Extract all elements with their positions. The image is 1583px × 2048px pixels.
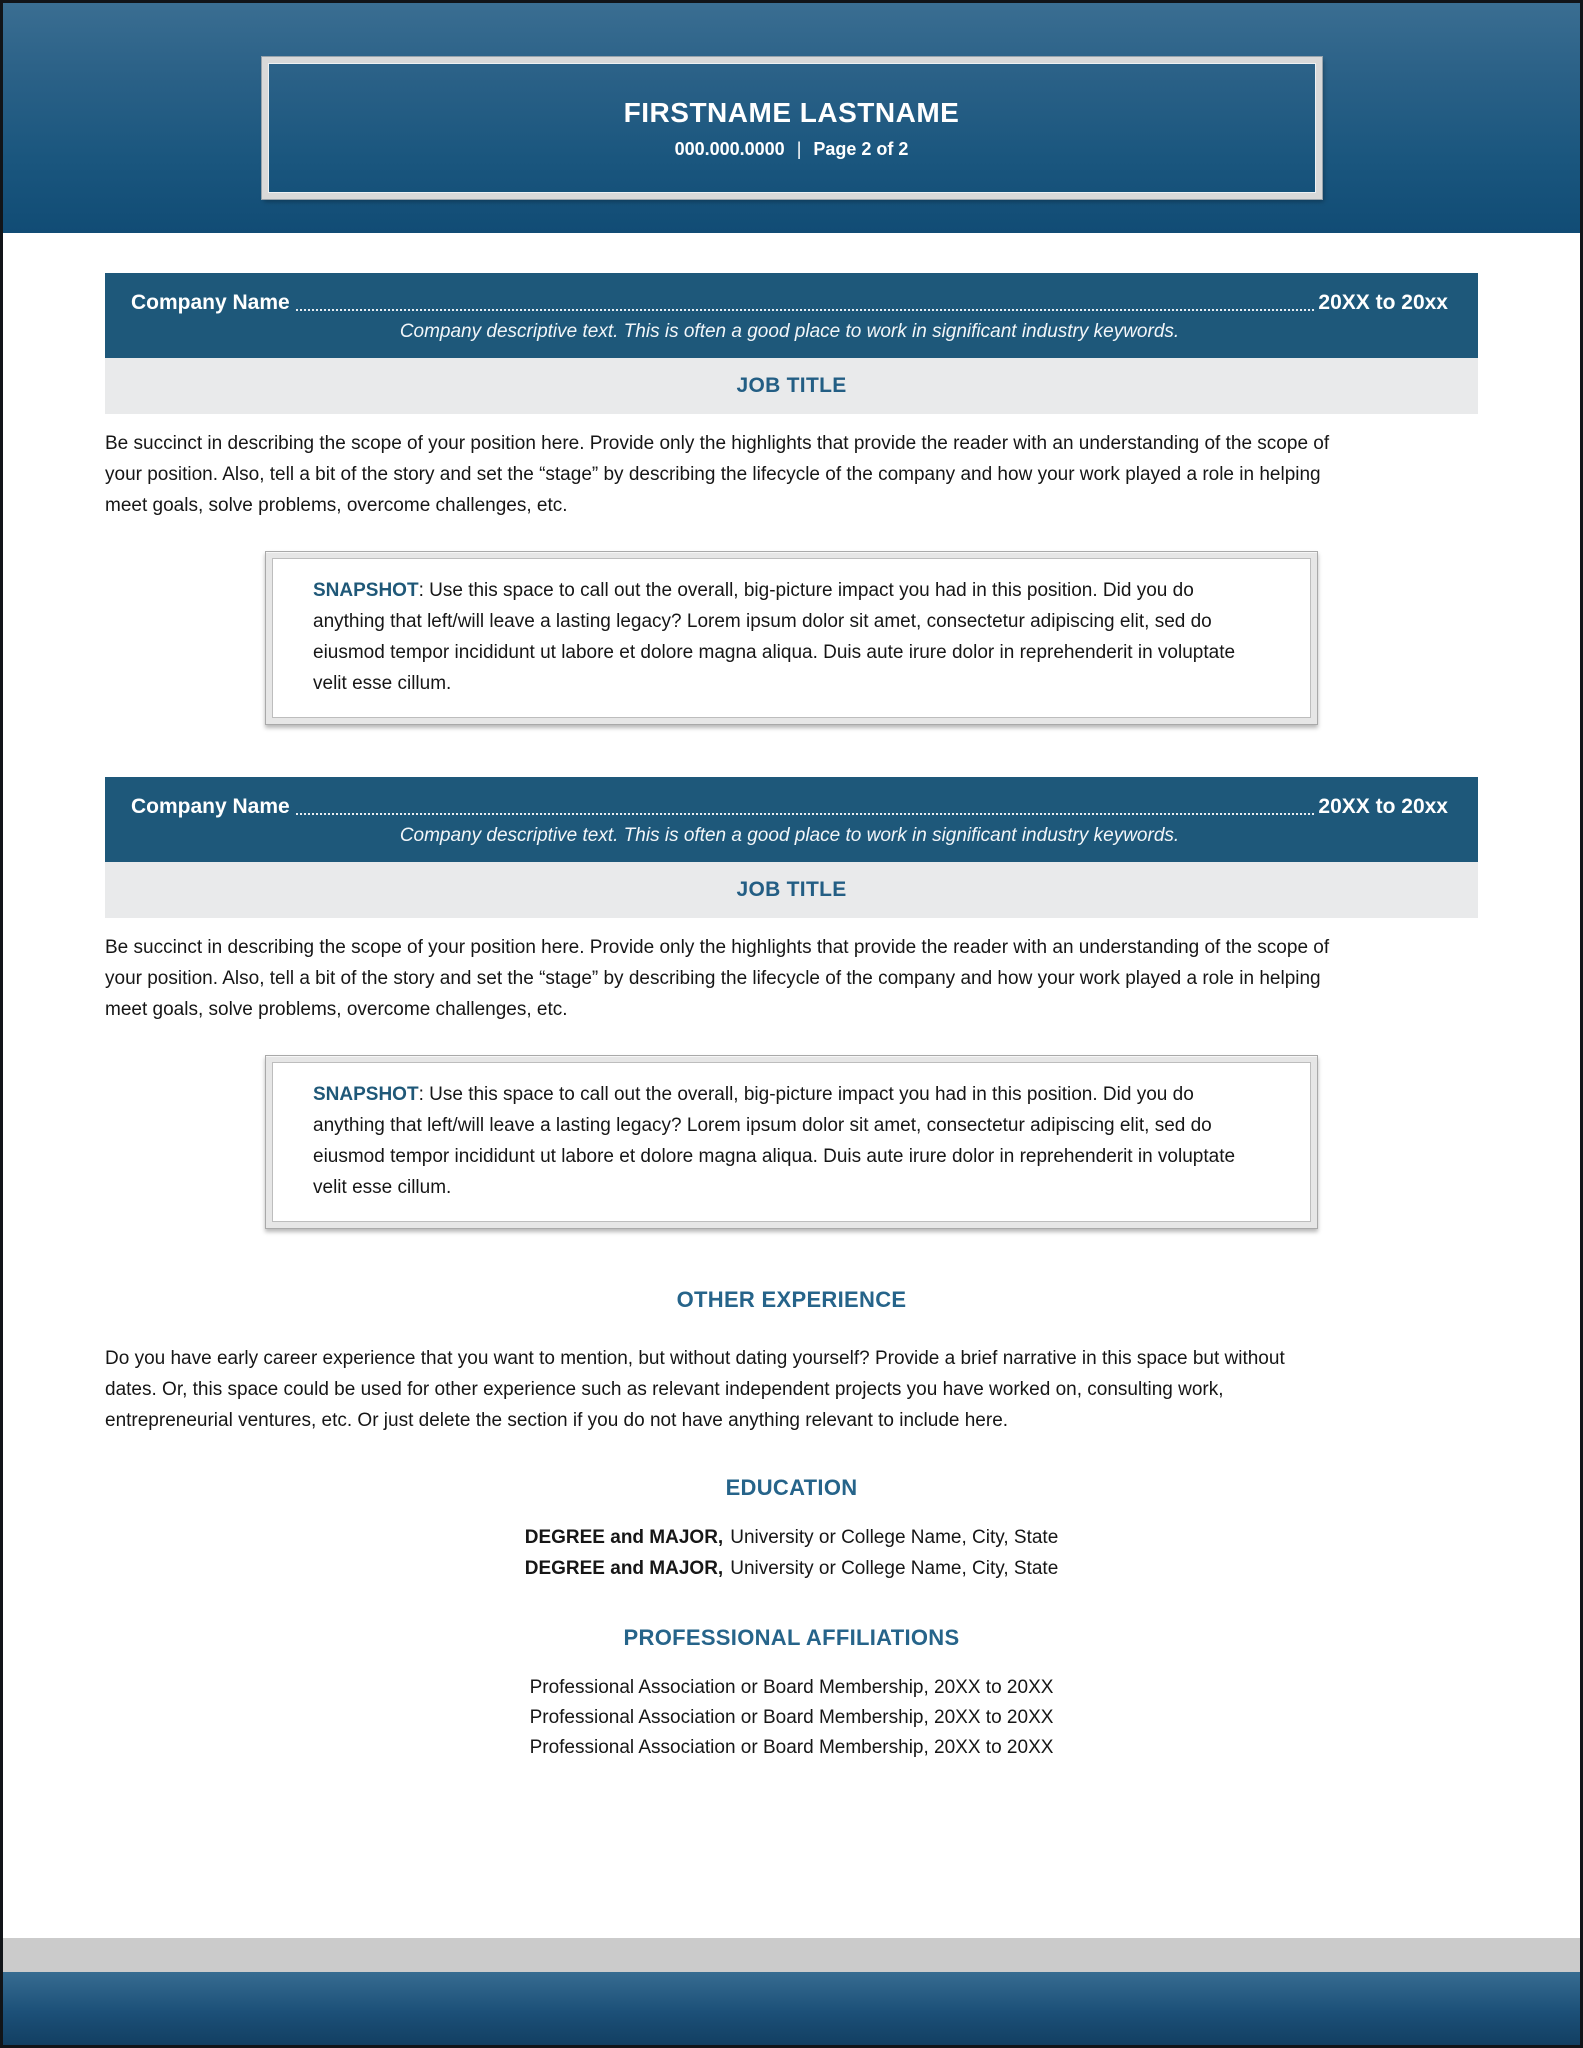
company-header-bar	[105, 273, 1478, 358]
snapshot-box	[265, 1055, 1318, 1229]
other-experience-body: Do you have early career experience that you want to mention, but without dating yourself? Provide a brief narrative in this space but without dates. Or, this space could be used for other experience such as relevant independent projects you have worked on, consulting work, entrepreneurial ventures, etc. Or just delete the section if you do not have anything relevant to include here.	[105, 1348, 1285, 1431]
other-experience-heading: OTHER EXPERIENCE	[676, 1287, 907, 1312]
affiliations-section	[105, 1625, 1478, 1763]
snapshot-body: : Use this space to call out the overall, big-picture impact you had in this position. Did you do anything that left/will leave a lasting legacy? Lorem ipsum dolor sit amet, consectetur adipiscing elit, sed do eiusmod tempor incididunt ut labore et dolore magna aliqua. Duis aute irure dolor in reprehenderit in voluptate velit esse cillum.	[313, 580, 1236, 694]
snapshot-text	[272, 1062, 1311, 1222]
education-heading: EDUCATION	[725, 1475, 858, 1500]
affiliation-entry: Professional Association or Board Membership, 20XX to 20XX	[529, 1677, 1054, 1698]
education-entries	[105, 1522, 1478, 1584]
company-row	[131, 285, 1448, 315]
company-header-bar	[105, 777, 1478, 862]
school-name: University or College Name, City, State	[730, 1527, 1059, 1548]
phone-number: 000.000.0000	[674, 138, 785, 159]
job-title-bar	[105, 862, 1478, 918]
education-entry	[105, 1553, 1478, 1584]
affiliations-heading: PROFESSIONAL AFFILIATIONS	[623, 1625, 960, 1650]
job-title: JOB TITLE	[736, 374, 847, 397]
footer-blue-band	[3, 1972, 1580, 2045]
dotted-leader	[296, 813, 1315, 815]
company-description: Company descriptive text. This is often a good place to work in significant industry keywords.	[399, 825, 1180, 846]
snapshot-body: : Use this space to call out the overall, big-picture impact you had in this position. Did you do anything that left/will leave a lasting legacy? Lorem ipsum dolor sit amet, consectetur adipiscing elit, sed do eiusmod tempor incididunt ut labore et dolore magna aliqua. Duis aute irure dolor in reprehenderit in voluptate velit esse cillum.	[313, 1084, 1236, 1198]
job-title-bar	[105, 358, 1478, 414]
company-name: Company Name	[131, 291, 290, 314]
education-section	[105, 1475, 1478, 1584]
degree-and-major: DEGREE and MAJOR,	[524, 1527, 724, 1548]
job-title: JOB TITLE	[736, 878, 847, 901]
contact-separator: |	[796, 138, 802, 159]
snapshot-label: SNAPSHOT	[313, 580, 419, 601]
company-dates: 20XX to 20xx	[1318, 291, 1448, 314]
snapshot-label: SNAPSHOT	[313, 1084, 419, 1105]
affiliation-entries	[105, 1673, 1478, 1763]
position-summary: Be succinct in describing the scope of your position here. Provide only the highlights that provide the reader with an understanding of the scope of your position. Also, tell a bit of the story and set the “stage” by describing the lifecycle of the company and how your work played a role in helping meet goals, solve problems, overcome challenges, etc.	[105, 433, 1330, 516]
page-content	[3, 233, 1580, 1938]
company-name: Company Name	[131, 795, 290, 818]
company-description: Company descriptive text. This is often a good place to work in significant industry keywords.	[399, 321, 1180, 342]
footer-gray-band	[3, 1938, 1580, 1972]
page-indicator: Page 2 of 2	[813, 138, 909, 159]
person-name: FIRSTNAME LASTNAME	[623, 96, 960, 128]
contact-line	[675, 139, 909, 160]
school-name: University or College Name, City, State	[730, 1558, 1059, 1579]
company-row	[131, 789, 1448, 819]
experience-entry	[105, 273, 1478, 725]
other-experience-section	[105, 1287, 1478, 1436]
header-band	[3, 3, 1580, 233]
name-box	[262, 57, 1322, 199]
snapshot-box	[265, 551, 1318, 725]
position-summary: Be succinct in describing the scope of your position here. Provide only the highlights that provide the reader with an understanding of the scope of your position. Also, tell a bit of the story and set the “stage” by describing the lifecycle of the company and how your work played a role in helping meet goals, solve problems, overcome challenges, etc.	[105, 937, 1330, 1020]
dotted-leader	[296, 309, 1315, 311]
affiliation-entry: Professional Association or Board Membership, 20XX to 20XX	[529, 1737, 1054, 1758]
degree-and-major: DEGREE and MAJOR,	[524, 1558, 724, 1579]
affiliation-entry: Professional Association or Board Membership, 20XX to 20XX	[529, 1707, 1054, 1728]
experience-entry	[105, 777, 1478, 1229]
snapshot-text	[272, 558, 1311, 718]
company-dates: 20XX to 20xx	[1318, 795, 1448, 818]
education-entry	[105, 1522, 1478, 1553]
